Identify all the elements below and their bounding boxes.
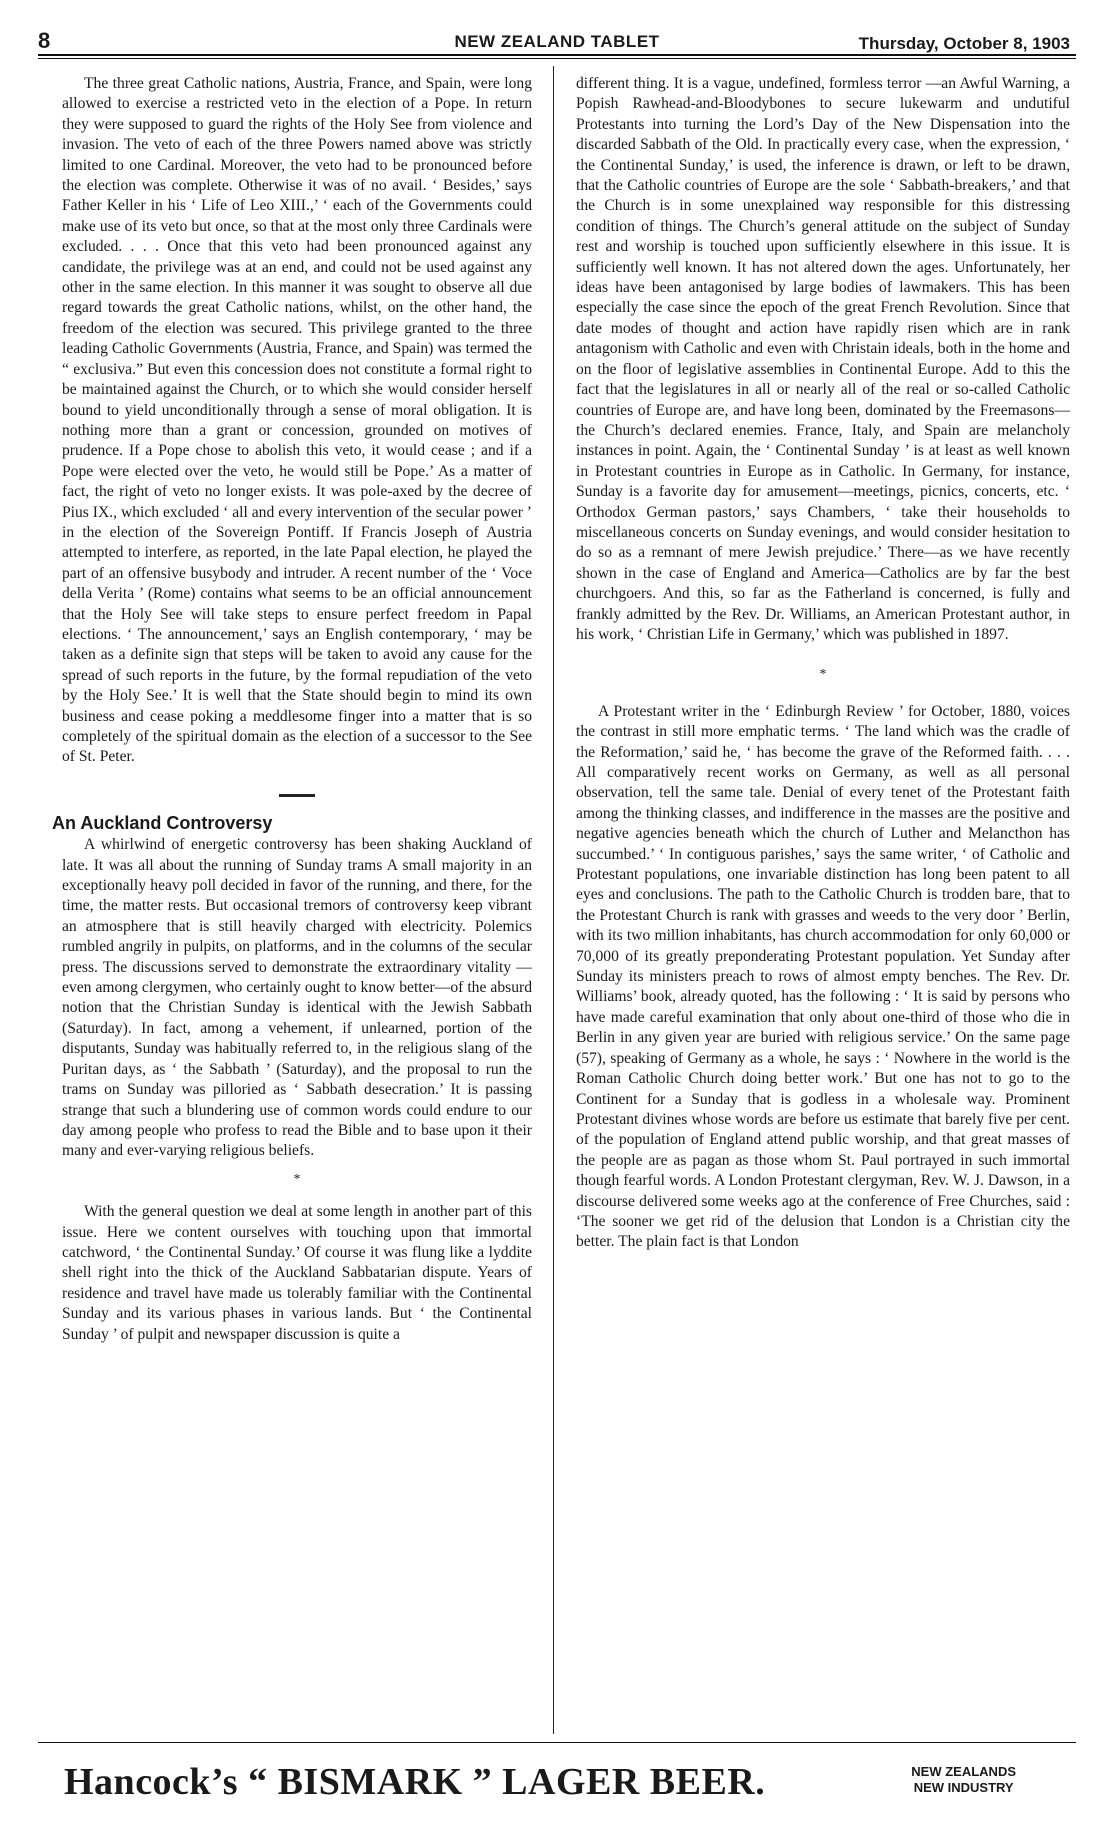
page-number: 8: [38, 28, 51, 53]
section-separator: [279, 794, 315, 797]
advertisement-text: Hancock’s “ BISMARK ” LAGER BEER.: [64, 1761, 766, 1803]
column-divider: [553, 66, 554, 1734]
issue-date: Thursday, October 8, 1903: [858, 34, 1070, 53]
tagline-line-1: NEW ZEALANDS: [911, 1764, 1016, 1779]
advertisement-footer: [38, 1756, 1076, 1816]
section-heading: An Auckland Controversy: [52, 812, 273, 833]
footer-rule: [38, 1742, 1076, 1743]
article-paragraph: A Protestant writer in the ‘ Edinburgh Review ’ for October, 1880, voices the contrast in still more emphatic terms. ‘ The land which was the cradle of the Reformation,’ said he, ‘ has become the grave of the Reformed faith. . . . All comparatively recent works on Germany, as well as all personal observation, tell the same tale. Denial of every tenet of the Protestant faith among the thinking classes, and indifference in the masses are the positive and negative agencies beneath which the church of Luther and Melancthon has succumbed.’ ‘ In contiguous parishes,’ says the same writer, ‘ of Catholic and Protestant populations, one invariable distinction has long been patent to all eyes and conclusions. The path to the Catholic Church is trodden bare, that to the Protestant Church is rank with grasses and weeds to the very door ’ Berlin, with its two million inhabitants, has church accommodation for only 60,000 or 70,000 of its greatly preponderating Protestant population. Yet Sunday after Sunday its ministers preach to rows of almost empty benches. The Rev. Dr. Williams’ book, already quoted, has the following : ‘ It is said by persons who have made careful examination that only about one-third of those who die in Berlin in any given year are buried with religious service.’ On the same page (57), speaking of Germany as a whole, he says : ‘ Nowhere in the world is the Roman Catholic Church doing better work.’ But one has not to go to the Continent for a Sunday that is godless in a wholesale way. Prominent Protestant divines whose words are before us estimate that barely five per cent. of the population of England attend public worship, and that great masses of the people are as pagan as those whom St. Paul portrayed in such immortal though fearful words. A London Protestant clergyman, Rev. W. J. Dawson, in a discourse delivered some weeks ago at the conference of Free Churches, said : ‘The sooner we get rid of the delusion that London is a Christian city the better. The plain fact is that London: [576, 702, 1070, 1251]
right-column: [576, 74, 1070, 1253]
star-separator: *: [819, 667, 827, 683]
advertisement-tagline: [911, 1764, 1016, 1796]
article-paragraph: With the general question we deal at some length in another part of this issue. Here we content ourselves with touching upon that immortal catchword, ‘ the Continental Sunday.’ Of course it was flung like a lyddite shell right into the thick of the Auckland Sabbatarian dispute. Years of residence and travel have made us tolerably familiar with the Continental Sunday and its various phases in various lands. But ‘ the Continental Sunday ’ of pulpit and newspaper discussion is quite a: [62, 1203, 532, 1343]
newspaper-title: NEW ZEALAND TABLET: [454, 32, 660, 51]
tagline-line-2: NEW INDUSTRY: [913, 1780, 1014, 1795]
page-header: [38, 28, 1076, 54]
article-paragraph: A whirlwind of energetic controversy has been shaking Auckland of late. It was all about the running of Sunday trams A small majority in an exceptionally heavy poll decided in favor of the running, and there, for the time, the matter rests. But occasional tremors of controversy keep vibrant an atmosphere that is still heavily charged with electricity. Polemics rumbled angrily in pulpits, on platforms, and in the columns of the secular press. The discussions served to demonstrate the extraordinary vitality — even among clergymen, who certainly ought to know better—of the absurd notion that the Christian Sunday is identical with the Jewish Sabbath (Saturday). In fact, among a vehement, if unlearned, portion of the disputants, Sunday was habitually referred to, in the religious slang of the Puritan days, as ‘ the Sabbath ’ (Saturday), and the proposal to run the trams on Sunday was pilloried as ‘ Sabbath desecration.’ It is passing strange that such a blundering use of common words could endure to our day among people who profess to read the Bible and to base upon it their many and ever-varying religious beliefs.: [62, 836, 532, 1160]
article-paragraph: different thing. It is a vague, undefined, formless terror —an Awful Warning, a Popish Rawhead-and-Bloodybones to secure lukewarm and undutiful Protestants into turning the Lord’s Day of the New Dispensation into the discarded Sabbath of the Old. In practically every case, when the expression, ‘ the Continental Sunday,’ is used, the inference is drawn, or left to be drawn, that the Catholic countries of Europe are the sole ‘ Sabbath-breakers,’ and that the Church is in some unexplained way responsible for this distressing condition of things. The Church’s general attitude on the subject of Sunday rest and worship is touched upon sufficiently elsewhere in this issue. It is sufficiently well known. It has not altered down the ages. Unfortunately, her ideas have been antagonised by large bodies of lawmakers. This has been especially the case since the epoch of the great French Revolution. Since that date modes of thought and action have rapidly risen which are in rank antagonism with Catholic and even with Christain ideals, both in the home and on the floor of legislative assemblies in Continental Europe. Add to this the fact that the legislatures in all or nearly all of the real or so-called Catholic countries of Europe are, and have long been, dominated by the Freemasons—the Church’s declared enemies. France, Italy, and Spain are melancholy instances in point. Again, the ‘ Continental Sunday ’ is at least as well known in Protestant countries in Europe as in Catholic. In Germany, for instance, Sunday is a favorite day for amusement—meetings, picnics, concerts, etc. ‘ Orthodox German pastors,’ says Chambers, ‘ take their households to miscellaneous concerts on Sunday evenings, and would consider hesitation to do so as a remnant of mere Jewish prejudice.’ There—as we have recently shown in the case of England and America—Catholics are by far the best churchgoers. And this, so far as the Fatherland is concerned, is fully and frankly admitted by the Rev. Dr. Williams, an American Protestant author, in his work, ‘ Christian Life in Germany,’ which was published in 1897.: [576, 75, 1070, 643]
star-separator: *: [293, 1171, 301, 1187]
left-column: [52, 74, 532, 1345]
header-rule-thin: [38, 58, 1076, 59]
article-paragraph: The three great Catholic nations, Austria, France, and Spain, were long allowed to exercise a restricted veto in the election of a Pope. In return they were supposed to guard the rights of the Holy See from violence and invasion. The veto of each of the three Powers named above was strictly limited to one Cardinal. Moreover, the veto had to be pronounced before the election was complete. Otherwise it was of no avail. ‘ Besides,’ says Father Keller in his ‘ Life of Leo XIII.,’ ‘ each of the Governments could make use of its veto but once, so that at the most only three Cardinals were excluded. . . . Once that this veto had been pronounced against any candidate, the privilege was at an end, and could not be used against any other in the same election. In this manner it was sought to observe all due regard towards the great Catholic nations, whilst, on the other hand, the freedom of the election was secured. This privilege granted to the three leading Catholic Governments (Austria, France, and Spain) was termed the “ exclusiva.” But even this concession does not constitute a formal right to be maintained against the Church, or to which she would consider herself bound to yield unconditionally through a sense of moral obligation. It is nothing more than a grant or concession, grounded on motives of prudence. If a Pope chose to abolish this veto, it would cease ; and if a Pope were elected over the veto, he would still be Pope.’ As a matter of fact, the right of veto no longer exists. It was pole-axed by the decree of Pius IX., which excluded ‘ all and every intervention of the secular power ’ in the election of the Sovereign Pontiff. If Francis Joseph of Austria attempted to interfere, as reported, in the late Papal election, he played the part of an offensive busybody and intruder. A recent number of the ‘ Voce della Verita ’ (Rome) contains what seems to be an official announcement that the Holy See will take steps to ensure perfect freedom in Papal elections. ‘ The announcement,’ says an English contemporary, ‘ may be taken as a definite sign that steps will be taken to avoid any cause for the spread of such reports in the future, by the formal repudiation of the veto by the Holy See.’ It is well that the State should begin to mind its own business and cease poking a meddlesome finger into a matter that is so completely of the spiritual domain as the election of a successor to the See of St. Peter.: [62, 75, 532, 766]
header-rule: [38, 54, 1076, 56]
